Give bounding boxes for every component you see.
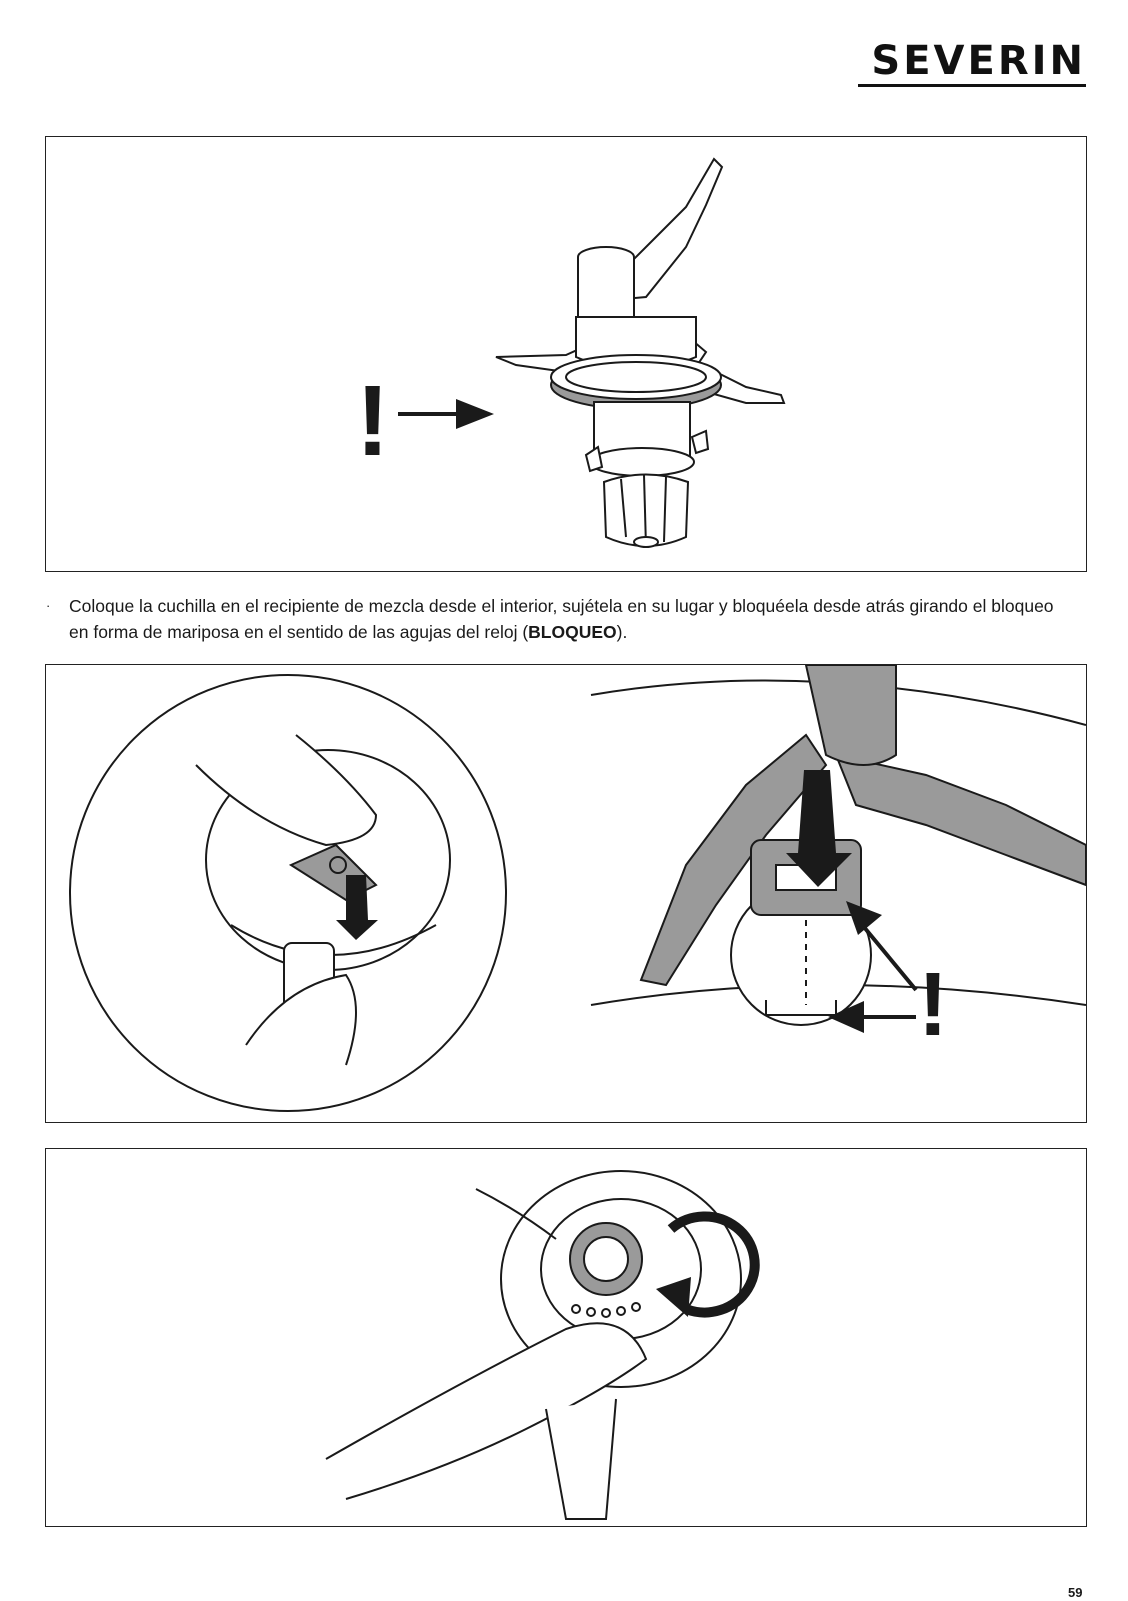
blade-illustration [46,137,1087,572]
instruction-paragraph [46,593,1076,645]
severin-logo [858,40,1086,88]
blade-right-wing [836,755,1086,885]
pointer-arrow-head [456,399,494,429]
figure-blade-assembly [45,136,1087,572]
warning-mark: ! [356,365,390,477]
warning-mark-2: ! [918,955,948,1055]
insert-blade-illustration [46,665,1087,1123]
lock-rotation-illustration [46,1149,1087,1527]
instruction-bold: BLOQUEO [528,622,617,642]
page-number: 59 [1068,1585,1083,1600]
figure-lock-rotation [45,1148,1087,1527]
bullet: · [46,598,51,613]
brand-name: SEVERIN [871,38,1086,84]
instruction-text: Coloque la cuchilla en el recipiente de mezcla desde el interior, sujétela en su lugar y bloquéela desde atrás girando el bloqueo en forma de mariposa en el sentido de las agujas del reloj (BLOQUEO). [69,596,1054,642]
figure-insert-blade [45,664,1087,1123]
logo-underline [858,84,1086,87]
